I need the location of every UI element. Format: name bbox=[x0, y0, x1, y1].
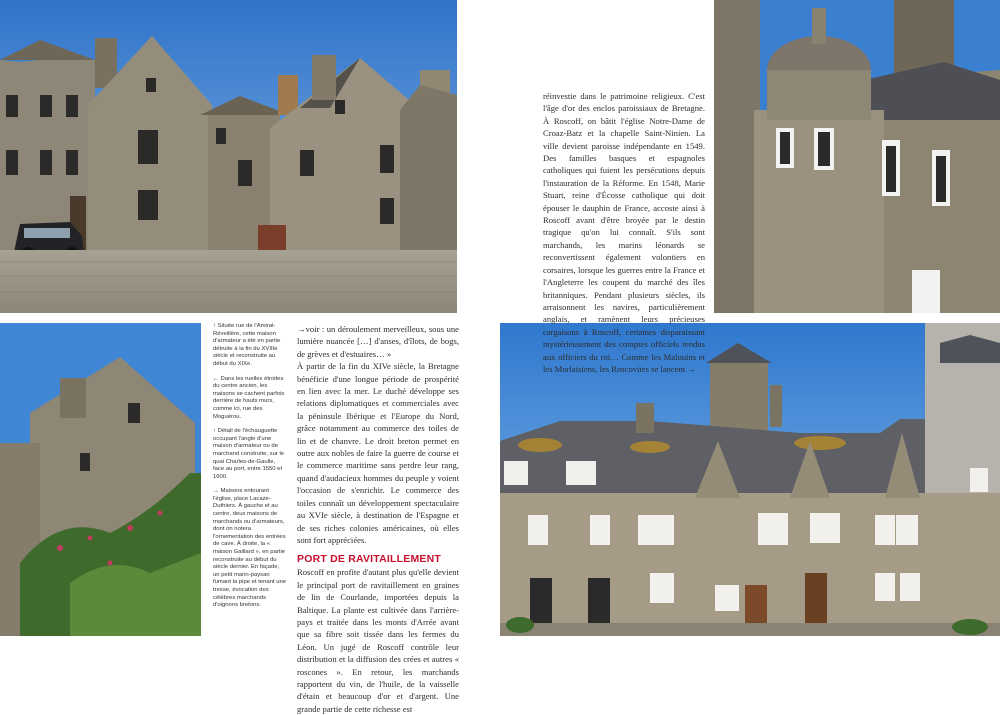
photo-narrow-lane-wall bbox=[0, 323, 201, 636]
photo-corner-turret bbox=[714, 0, 1000, 313]
caption-bottom-left-photo: ← Dans les ruelles étroites du centre ancien, les maisons se cachent parfois derrière de hauts murs, comme ici, rue des Moguérou. bbox=[213, 375, 285, 420]
article-column-main bbox=[297, 323, 459, 715]
section-heading: PORT DE RAVITAILLEMENT bbox=[297, 553, 442, 566]
article-paragraph: À partir de la fin du XIVe siècle, la Bretagne bénéficie d'une longue période de prospérité en lien avec la mer. Le duché développe ses relations diplomatiques et commerciales avec la péninsule Ibérique et l'Europe du Nord, grâce notamment au commerce des toiles de lin et de chanvre. Le droit breton permet en outre aux nobles de faire la guerre de course et le commerce maritime sans perdre leur rang, quand d'audacieux hommes du peuple y voient l'occasion de s'enrichir. Le commerce des toiles connaît un développement spectaculaire au XVIe siècle, à destination de l'Espagne et de ses riches colonies américaines, où elles sont fort appréciées. bbox=[297, 361, 459, 545]
article-paragraph: Roscoff en profite d'autant plus qu'elle devient le principal port de ravitaillement en graines de lin de Courlande, importées depuis la Baltique. La plante est cultivée dans l'arrière-pays et traitée dans les monts d'Arrée avant que sa fibre soit tissée dans les fermes du Léon. Un jugé de Roscoff contrôle leur distribution et la diffusion des crées et autres « roscones ». En retour, les marchands rapportent du vin, de l'huile, de la vaisselle d'étain et beaucoup d'or et d'argent. Une grande partie de cette richesse est bbox=[297, 567, 459, 714]
caption-bottom-right-photo: → Maisons entourant l'église, place Lacaze-Duthiers. À gauche et au centre, deux maisons de marchands ou d'armateurs, dont on notera l'ornementation des entrées de cave. À droite, la « maison Gaillard », en partie reconstruite au début du siècle dernier. En façade, un petit marin-paysan fumant la pipe et tenant une tresse, évocation des célèbres marchands d'oignons bretons. bbox=[213, 488, 287, 609]
article-paragraph: réinvestie dans le patrimoine religieux. C'est l'âge d'or des enclos paroissiaux de Bretagne. À Roscoff, on bâtit l'église Notre-Dame de Croaz-Batz et la chapelle Saint-Ninien. La ville devient paroisse indépendante en 1549. Des familles basques et espagnoles catholiques qui fuient les persécutions depuis l'instauration de la Réforme. En 1548, Marie Stuart, reine d'Écosse catholique qui doit épouser le dauphin de France, accoste ainsi à Roscoff avant d'être broyée par le destin tragique qu'on lui connaît. S'ils sont marchands, les marins léonards se reconvertissent également volontiers en corsaires, lorsque les guerres entre la France et l'Angleterre les coupent du marché des îles britanniques. Pendant plusieurs siècles, ils arraisonnent les navires, particulièrement anglais, et ramènent leurs précieuses cargaisons à Roscoff, certaines disparaissant mystérieusement des comptes officiels rendus aux officiers du roi… Comme les Malouins et les Morlaisiens, les Roscovites se lancent → bbox=[543, 91, 705, 374]
photo-granite-houses-square bbox=[0, 0, 457, 313]
article-paragraph: →voir : un déroulement merveilleux, sous une lumière nuancée […] d'anses, d'îlots, de bogs, de grèves et d'estuaires… » bbox=[297, 324, 459, 359]
photo-captions bbox=[213, 323, 287, 617]
article-column-top-right bbox=[543, 90, 705, 375]
caption-top-right-photo: ↑ Détail de l'échauguette occupant l'angle d'une maison d'armateur ou de marchand construite, sur le quai Charles-de-Gaulle, face au port, entre 1550 et 1600. bbox=[213, 428, 285, 480]
caption-top-left-photo: ↑ Située rue de l'Amiral-Réveillère, cette maison d'armateur a été en partie détruite à la fin du XVIIIe siècle et reconstruite au début du XIXe. bbox=[213, 323, 281, 367]
